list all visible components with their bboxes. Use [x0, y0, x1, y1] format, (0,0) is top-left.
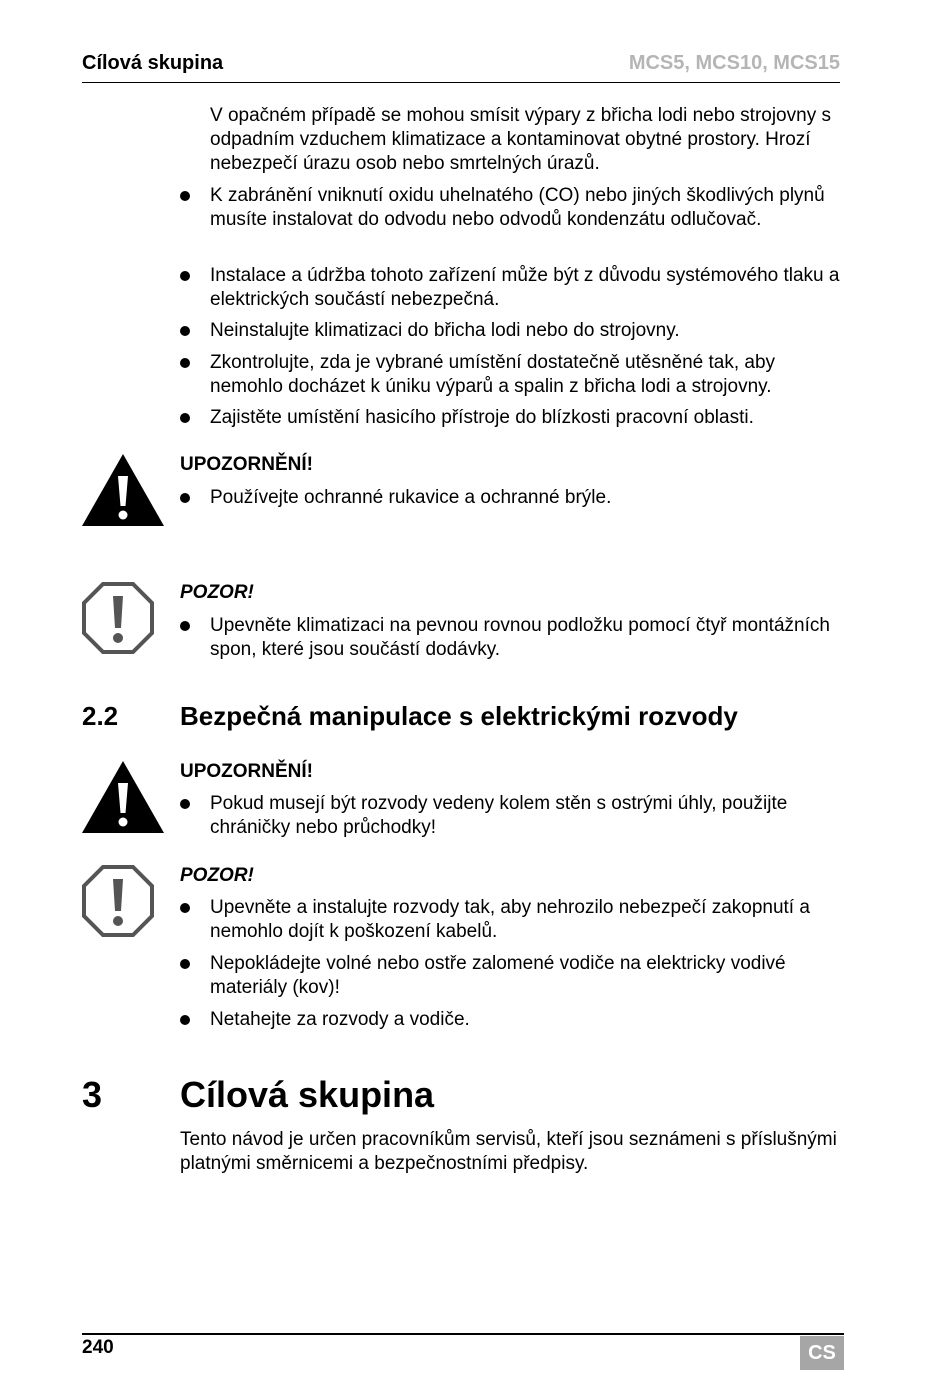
list-item: Upevněte a instalujte rozvody tak, aby nehrozilo nebezpečí zakopnutí a nemohlo dojít k poškození kabelů. — [180, 896, 842, 944]
bullet-icon — [180, 1015, 190, 1025]
warning-triangle-icon — [82, 761, 164, 833]
bullet-icon — [180, 271, 190, 281]
bullet-icon — [180, 358, 190, 368]
warning-title: UPOZORNĚNÍ! — [180, 454, 313, 475]
bullet-icon — [180, 191, 190, 201]
page-number: 240 — [82, 1337, 114, 1358]
footer-divider — [82, 1333, 844, 1335]
header-divider — [82, 82, 840, 83]
bullet-icon — [180, 621, 190, 631]
chapter-body: Tento návod je určen pracovníkům servisů, kteří jsou seznámeni s příslušnými platnými směrnicemi a bezpečnostními předpisy. — [180, 1129, 837, 1174]
list-item: Pokud musejí být rozvody vedeny kolem stěn s ostrými úhly, použijte chráničky nebo průchodky! — [180, 792, 842, 840]
running-header-title: Cílová skupina — [82, 52, 224, 74]
list-item: Používejte ochranné rukavice a ochranné brýle. — [180, 486, 842, 510]
list-item: Netahejte za rozvody a vodiče. — [180, 1008, 842, 1032]
bullet-icon — [180, 493, 190, 503]
warning-triangle-icon — [82, 454, 164, 526]
list-item: Zkontrolujte, zda je vybrané umístění dostatečně utěsněné tak, aby nemohlo docházet k úniku výparů a spalin z břicha lodi a strojovny. — [180, 351, 842, 399]
list-item: Nepokládejte volné nebo ostře zalomené vodiče na elektricky vodivé materiály (kov)! — [180, 952, 842, 1000]
language-badge: CS — [800, 1336, 844, 1370]
section-number: 2.2 — [82, 701, 119, 731]
caution-title: POZOR! — [180, 582, 254, 603]
bullet-icon — [180, 413, 190, 423]
bullet-icon — [180, 326, 190, 336]
chapter-number: 3 — [82, 1074, 103, 1115]
warning-title: UPOZORNĚNÍ! — [180, 761, 313, 782]
caution-title: POZOR! — [180, 865, 254, 886]
list-item: K zabránění vniknutí oxidu uhelnatého (CO) nebo jiných škodlivých plynů musíte instalovat do odvodu nebo odvodů kondenzátu odlučovač. — [180, 184, 842, 232]
caution-octagon-icon — [82, 865, 154, 937]
bullet-icon — [180, 959, 190, 969]
bullet-icon — [180, 903, 190, 913]
list-item: Zajistěte umístění hasicího přístroje do blízkosti pracovní oblasti. — [180, 406, 842, 430]
intro-paragraph: V opačném případě se mohou smísit výpary z břicha lodi nebo strojovny s odpadním vzduchem klimatizace a kontaminovat obytné prostory. Hrozí nebezpečí úrazu osob nebo smrtelných úrazů. — [210, 105, 831, 174]
list-item: Neinstalujte klimatizaci do břicha lodi nebo do strojovny. — [180, 319, 842, 343]
caution-octagon-icon — [82, 582, 154, 654]
bullet-icon — [180, 799, 190, 809]
list-item: Upevněte klimatizaci na pevnou rovnou podložku pomocí čtyř montážních spon, které jsou součástí dodávky. — [180, 614, 842, 662]
list-item: Instalace a údržba tohoto zařízení může být z důvodu systémového tlaku a elektrických součástí nebezpečná. — [180, 264, 842, 312]
running-header-models: MCS5, MCS10, MCS15 — [628, 52, 840, 74]
section-heading: Bezpečná manipulace s elektrickými rozvody — [180, 701, 738, 731]
chapter-heading: Cílová skupina — [180, 1074, 435, 1115]
